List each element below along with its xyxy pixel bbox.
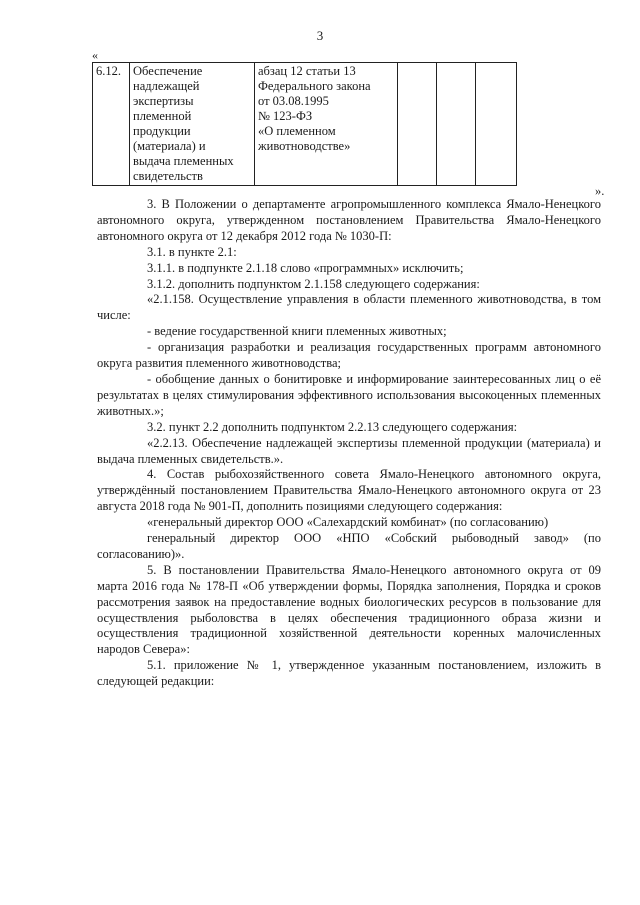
amendment-table xyxy=(92,62,517,186)
bullet-item: - ведение государственной книги племенных животных; xyxy=(147,324,447,339)
bullet-item: - организация разработки и реализация государственных программ автономного округа развития племенного животноводства; xyxy=(97,340,601,371)
table-close-quote: ». xyxy=(595,184,605,198)
paragraph-4-position-b: генеральный директор ООО «НПО «Собский рыбоводный завод» (по согласованию)». xyxy=(97,531,601,561)
paragraph-3-1-1: 3.1.1. в подпункте 2.1.18 слово «программных» исключить; xyxy=(147,260,464,275)
paragraph-3-1-2: 3.1.2. дополнить подпунктом 2.1.158 следующего содержания: xyxy=(147,276,480,291)
bullet-item: - обобщение данных о бонитировке и информирование заинтересованных лиц о её результатах в целях стимулирования эффективного использования высокоценных племенных животных.»; xyxy=(97,371,601,418)
paragraph-3: 3. В Положении о департаменте агропромышленного комплекса Ямало-Ненецкого автономного округа, утвержденном постановлением Правительства Ямало-Ненецкого автономного округа от 12 декабря 2012 года № 1030-П: xyxy=(97,197,601,243)
paragraph-3-2: 3.2. пункт 2.2 дополнить подпунктом 2.2.13 следующего содержания: xyxy=(147,419,518,434)
row-empty-cell xyxy=(437,63,476,186)
row-empty-cell xyxy=(476,63,517,186)
paragraph-4-position-a: «генеральный директор ООО «Салехардский комбинат» (по согласованию) xyxy=(147,515,549,530)
paragraph-2-2-13: «2.2.13. Обеспечение надлежащей экспертизы племенной продукции (материала) и выдача племенных свидетельств.». xyxy=(97,435,601,466)
table-open-quote: « xyxy=(92,48,98,62)
paragraph-5: 5. В постановлении Правительства Ямало-Ненецкого автономного округа от 09 марта 2016 года № 178-П «Об утверждении формы, Порядка заполнения, Порядка и сроков рассмотрения заявок на предоставление водных биологических ресурсов в пользование для осуществления рыболовства в целях обеспечения традиционного образа жизни и осуществления традиционной хозяйственной деятельности коренных малочисленных народов Севера»: xyxy=(97,562,601,657)
row-number: 6.12. xyxy=(93,63,130,186)
page-number: 3 xyxy=(316,28,324,43)
row-basis: абзац 12 статьи 13 Федерального закона от 03.08.1995 № 123-ФЗ «О племенном животноводстве» xyxy=(255,63,398,186)
paragraph-4: 4. Состав рыбохозяйственного совета Ямало-Ненецкого автономного округа, утверждённый постановлением Правительства Ямало-Ненецкого автономного округа от 23 августа 2018 года № 901-П, дополнить позициями следующего содержания: xyxy=(97,467,601,514)
paragraph-2-1-158: «2.1.158. Осуществление управления в области племенного животноводства, в том числе: xyxy=(97,292,601,323)
row-name: Обеспечение надлежащей экспертизы племенной продукции (материала) и выдача племенных свидетельств xyxy=(130,63,255,186)
paragraph-3-1: 3.1. в пункте 2.1: xyxy=(147,244,237,259)
document-body xyxy=(97,197,601,690)
table-row xyxy=(93,63,517,186)
paragraph-5-1: 5.1. приложение № 1, утвержденное указанным постановлением, изложить в следующей редакции: xyxy=(97,658,601,689)
row-empty-cell xyxy=(398,63,437,186)
